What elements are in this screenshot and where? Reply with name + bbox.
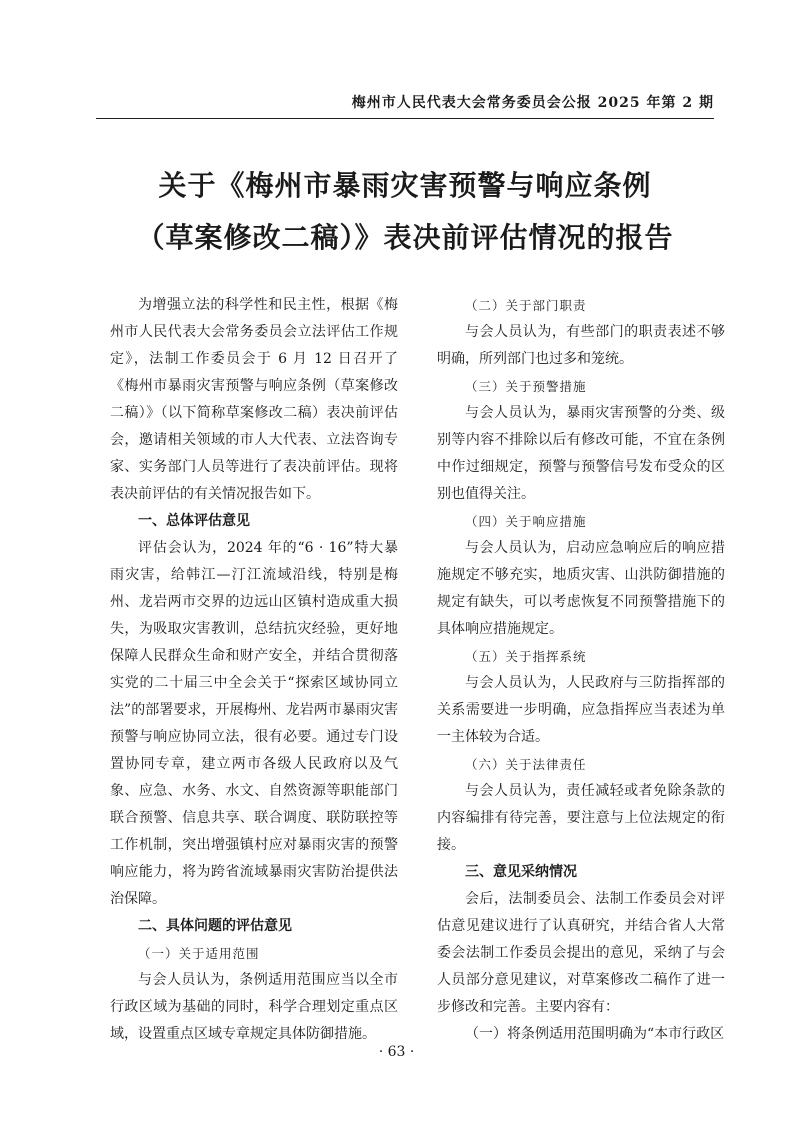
subheading-response-measures: （四）关于响应措施 bbox=[465, 514, 587, 529]
warning-measures-paragraph: 与会人员认为，暴雨灾害预警的分类、级别等内容不排除以后有修改可能，不宜在条例中作过细规定，预警与预警信号发布受众的区别也值得关注。 bbox=[437, 405, 725, 502]
subheading-command-system: （五）关于指挥系统 bbox=[465, 649, 587, 664]
section-heading-specific: 二、具体问题的评估意见 bbox=[138, 918, 292, 934]
intro-paragraph: 为增强立法的科学性和民主性，根据《梅州市人民代表大会常务委员会立法评估工作规定》，法制工作委员会于 6 月 12 日召开了《梅州市暴雨灾害预警与响应条例（草案修改二稿）》（以下简称草案修改二稿）表决前评估会，邀请相关领域的市人大代表、立法咨询专家、实务部门人员等进行了表决前评估。现将表决前评估的有关情况报告如下。 bbox=[110, 297, 398, 502]
subheading-legal-liability: （六）关于法律责任 bbox=[465, 757, 587, 772]
department-duties-paragraph: 与会人员认为，有些部门的职责表述不够明确，所列部门也过多和笼统。 bbox=[437, 324, 725, 367]
page-number: · 63 · bbox=[378, 1044, 415, 1060]
report-title-line-1: 关于《梅州市暴雨灾害预警与响应条例 bbox=[158, 169, 652, 202]
section-heading-overall: 一、总体评估意见 bbox=[138, 513, 250, 529]
adoption-item-1: （一）将条例适用范围明确为“本市行政区 bbox=[465, 1026, 725, 1042]
subheading-warning-measures: （三）关于预警措施 bbox=[465, 379, 587, 394]
subheading-scope: （一）关于适用范围 bbox=[138, 946, 260, 961]
journal-header: 梅州市人民代表大会常务委员会公报 2025 年第 2 期 bbox=[351, 95, 714, 111]
command-system-paragraph: 与会人员认为，人民政府与三防指挥部的关系需要进一步明确，应急指挥应当表述为单一主体较为合适。 bbox=[437, 675, 725, 745]
right-column bbox=[437, 292, 725, 1048]
overall-opinion-paragraph: 评估会认为，2024 年的“6 · 16”特大暴雨灾害，给韩江—汀江流域沿线，特别是梅州、龙岩两市交界的边远山区镇村造成重大损失，为吸取灾害教训，总结抗灾经验，更好地保障人民群众生命和财产安全，并结合贯彻落实党的二十届三中全会关于“探索区域协同立法”的部署要求，开展梅州、龙岩两市暴雨灾害预警与响应协同立法，很有必要。通过专门设置协同专章，建立两市各级人民政府以及气象、应急、水务、水文、自然资源等职能部门联合预警、信息共享、联合调度、联防联控等工作机制，突出增强镇村应对暴雨灾害的预警响应能力，将为跨省流域暴雨灾害防治提供法治保障。 bbox=[110, 540, 398, 907]
section-heading-adoption: 三、意见采纳情况 bbox=[465, 864, 577, 880]
response-measures-paragraph: 与会人员认为，启动应急响应后的响应措施规定不够充实，地质灾害、山洪防御措施的规定有缺失，可以考虑恢复不同预警措施下的具体响应措施规定。 bbox=[437, 540, 725, 637]
left-column bbox=[110, 292, 398, 1048]
report-title-line-2: （草案修改二稿）》表决前评估情况的报告 bbox=[136, 221, 674, 254]
subheading-department-duties: （二）关于部门职责 bbox=[465, 298, 587, 313]
header-divider bbox=[96, 118, 714, 119]
legal-liability-paragraph: 与会人员认为，责任减轻或者免除条款的内容编排有待完善，要注意与上位法规定的衔接。 bbox=[437, 783, 725, 853]
adoption-paragraph: 会后，法制委员会、法制工作委员会对评估意见建议进行了认真研究，并结合省人大常委会法制工作委员会提出的意见，采纳了与会人员部分意见建议，对草案修改二稿作了进一步修改和完善。主要内容有： bbox=[437, 891, 725, 1015]
scope-paragraph: 与会人员认为，条例适用范围应当以全市行政区域为基础的同时，科学合理划定重点区域，设置重点区域专章规定具体防御措施。 bbox=[110, 972, 398, 1042]
